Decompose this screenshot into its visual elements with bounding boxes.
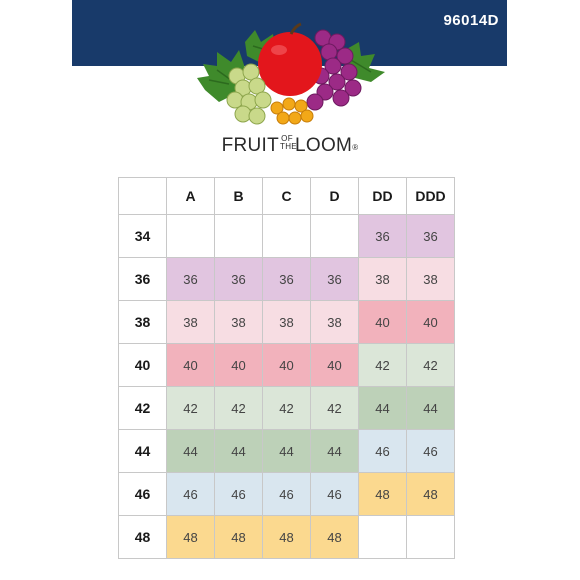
size-cell: 38 xyxy=(359,258,407,301)
size-cell: 46 xyxy=(407,430,455,473)
table-row xyxy=(119,215,455,258)
size-cell: 42 xyxy=(263,387,311,430)
empty-cell xyxy=(407,516,455,559)
size-cell: 38 xyxy=(263,301,311,344)
column-header-c: C xyxy=(263,178,311,215)
size-cell: 44 xyxy=(215,430,263,473)
size-cell: 48 xyxy=(407,473,455,516)
column-header-b: B xyxy=(215,178,263,215)
size-cell: 44 xyxy=(407,387,455,430)
size-cell: 44 xyxy=(311,430,359,473)
column-header-dd: DD xyxy=(359,178,407,215)
size-cell: 40 xyxy=(311,344,359,387)
size-cell: 36 xyxy=(215,258,263,301)
size-cell: 36 xyxy=(407,215,455,258)
size-cell: 40 xyxy=(167,344,215,387)
size-cell: 46 xyxy=(359,430,407,473)
product-code: 96014D xyxy=(443,12,499,29)
size-cell: 38 xyxy=(407,258,455,301)
column-header-a: A xyxy=(167,178,215,215)
table-row xyxy=(119,430,455,473)
brand-word-loom: LOOM xyxy=(295,135,353,156)
size-cell: 40 xyxy=(359,301,407,344)
empty-cell xyxy=(215,215,263,258)
size-cell: 46 xyxy=(167,473,215,516)
size-chart-header-row xyxy=(119,178,455,215)
size-chart-table xyxy=(118,177,455,559)
size-cell: 48 xyxy=(215,516,263,559)
size-cell: 38 xyxy=(167,301,215,344)
table-row xyxy=(119,516,455,559)
band-size-label: 46 xyxy=(119,473,167,516)
registered-mark: ® xyxy=(352,143,359,152)
band-size-label: 42 xyxy=(119,387,167,430)
empty-cell xyxy=(311,215,359,258)
size-cell: 36 xyxy=(359,215,407,258)
size-cell: 36 xyxy=(167,258,215,301)
size-cell: 42 xyxy=(311,387,359,430)
brand-word-fruit: FRUIT xyxy=(221,135,280,156)
size-cell: 38 xyxy=(311,301,359,344)
column-header-ddd: DDD xyxy=(407,178,455,215)
size-cell: 46 xyxy=(311,473,359,516)
band-size-label: 36 xyxy=(119,258,167,301)
band-size-label: 44 xyxy=(119,430,167,473)
band-size-label: 40 xyxy=(119,344,167,387)
empty-cell xyxy=(263,215,311,258)
size-cell: 48 xyxy=(359,473,407,516)
brand-of: OF xyxy=(281,134,293,143)
table-row xyxy=(119,387,455,430)
size-cell: 40 xyxy=(263,344,311,387)
size-cell: 42 xyxy=(215,387,263,430)
size-cell: 46 xyxy=(263,473,311,516)
band-size-label: 34 xyxy=(119,215,167,258)
brand-wordmark xyxy=(0,135,580,157)
table-row xyxy=(119,301,455,344)
size-cell: 38 xyxy=(215,301,263,344)
size-cell: 44 xyxy=(359,387,407,430)
size-cell: 44 xyxy=(167,430,215,473)
brand-the: THE xyxy=(280,142,297,151)
fruit-logo-icon xyxy=(195,20,390,132)
size-cell: 42 xyxy=(407,344,455,387)
size-cell: 36 xyxy=(263,258,311,301)
size-cell: 48 xyxy=(167,516,215,559)
band-size-label: 48 xyxy=(119,516,167,559)
size-cell: 48 xyxy=(263,516,311,559)
size-cell: 40 xyxy=(215,344,263,387)
table-row xyxy=(119,473,455,516)
size-cell: 42 xyxy=(167,387,215,430)
size-cell: 40 xyxy=(407,301,455,344)
band-size-label: 38 xyxy=(119,301,167,344)
size-cell: 42 xyxy=(359,344,407,387)
empty-cell xyxy=(167,215,215,258)
empty-cell xyxy=(359,516,407,559)
column-header-d: D xyxy=(311,178,359,215)
size-cell: 48 xyxy=(311,516,359,559)
size-cell: 44 xyxy=(263,430,311,473)
brand-of-the xyxy=(280,134,297,151)
size-cell: 36 xyxy=(311,258,359,301)
size-cell: 46 xyxy=(215,473,263,516)
table-row xyxy=(119,344,455,387)
table-row xyxy=(119,258,455,301)
corner-cell xyxy=(119,178,167,215)
